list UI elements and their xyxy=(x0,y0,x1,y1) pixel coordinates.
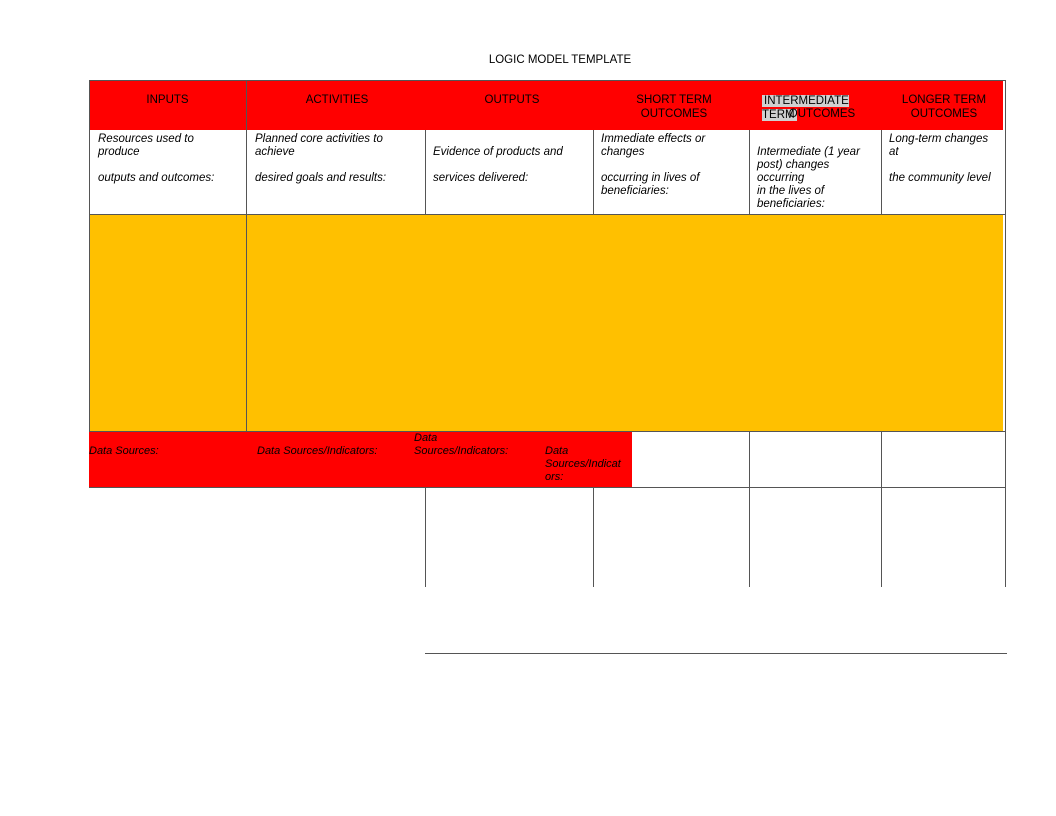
header-short-term-outcomes: OUTCOMES xyxy=(640,108,708,120)
rule-low-col-2 xyxy=(425,487,426,587)
page-title: LOGIC MODEL TEMPLATE xyxy=(488,54,632,66)
desc-activities: Planned core activities to achieve desired goals and results: xyxy=(255,133,387,184)
rule-ds-bottom xyxy=(89,487,1006,488)
data-sources-4: Data Sources/Indicat ors: xyxy=(545,445,621,483)
rule-col-4 xyxy=(749,130,750,215)
data-sources-3: Data Sources/Indicators: xyxy=(414,432,509,457)
header-intermediate-outcomes: OUTCOMES xyxy=(788,108,856,120)
rule-top xyxy=(89,80,1006,81)
rule-col-0 xyxy=(89,80,90,432)
rule-col-1 xyxy=(246,80,247,432)
desc-intermediate: Intermediate (1 year post) changes occurring in the lives of beneficiaries: xyxy=(757,146,860,210)
rule-desc-bottom xyxy=(89,214,1006,215)
header-short-term: SHORT TERM xyxy=(636,94,712,106)
desc-longer-term: Long-term changes at the community level xyxy=(889,133,991,184)
header-longer-term: LONGER TERM xyxy=(901,94,987,106)
desc-outputs: Evidence of products and services delivered: xyxy=(433,146,563,184)
rule-bottom xyxy=(425,653,1007,654)
data-sources-2: Data Sources/Indicators: xyxy=(257,445,378,457)
rule-ds-col-4 xyxy=(749,432,750,587)
desc-inputs: Resources used to produce outputs and outcomes: xyxy=(98,133,215,184)
header-inputs: INPUTS xyxy=(146,94,189,106)
rule-col-2 xyxy=(425,130,426,215)
header-activities: ACTIVITIES xyxy=(305,94,369,106)
header-longer-term-outcomes: OUTCOMES xyxy=(910,108,978,120)
desc-short-term: Immediate effects or changes occurring in lives of beneficiaries: xyxy=(601,133,706,197)
rule-body-bottom xyxy=(89,431,1006,432)
header-intermediate-label: INTERMEDIATE TERM xyxy=(762,95,849,121)
header-outputs: OUTPUTS xyxy=(484,94,540,106)
rule-col-6 xyxy=(1005,80,1006,587)
rule-col-5 xyxy=(881,130,882,215)
rule-ds-col-5 xyxy=(881,432,882,587)
rule-col-3 xyxy=(593,130,594,215)
input-area-block[interactable] xyxy=(89,215,1003,431)
rule-low-col-3 xyxy=(593,487,594,587)
data-sources-1: Data Sources: xyxy=(89,445,159,457)
